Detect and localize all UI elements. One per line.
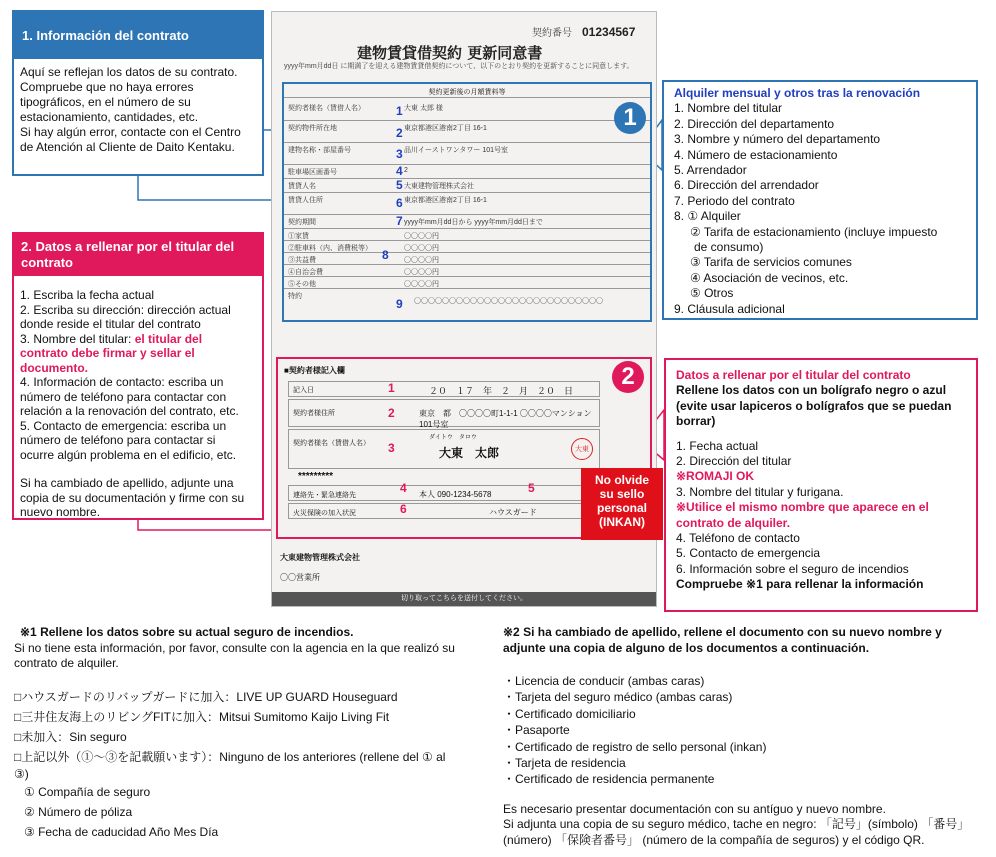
term-value: 〇〇〇〇円 [404,281,439,288]
notes-text: Si no tiene esta información, por favor, consulte con la agencia en la que realizó su [14,640,455,655]
section-heading: 契約更新後の月額賃料等 [284,84,650,98]
address-value: 東京 都 〇〇〇〇町1-1-1 〇〇〇〇マンション101号室 [419,409,592,429]
notes-title: ※1 Rellene los datos sobre su actual seguro de incendios. [20,625,354,639]
date-label: 記入日 [293,387,314,394]
contract-info-title: 1. Información del contrato [14,12,262,59]
marker-5: 5 [528,481,535,495]
furigana-value: ダイトウ タロウ [429,435,477,441]
document-item: ・Tarjeta de residencia [503,756,626,771]
insurance-subfield: ③ Fecha de caducidad Año Mes Día [24,825,219,839]
section-2-circle: 2 [612,361,644,393]
list-item: 6. Dirección del arrendador [674,178,819,193]
check-note: Compruebe ※1 para rellenar la información [676,577,924,592]
list-item: 7. Periodo del contrato [674,193,795,208]
tenant-fill-text [14,276,262,520]
marker-2: 2 [388,406,395,420]
badge-line: personal [596,501,647,515]
term-value: 〇〇〇〇円 [404,269,439,276]
term-row [284,214,650,229]
text-line: 2. Escriba su dirección: dirección actual [20,302,231,317]
term-row [284,120,650,143]
text-line: 4. Información de contacto: escriba un [20,375,224,389]
office-name: 〇〇営業所 [280,573,320,582]
marker-2: 2 [396,126,403,140]
list-item: 3. Nombre del titular y furigana. [676,484,844,499]
seal-stamp: 大東 [571,438,593,460]
notes-text: (número) 「保険者番号」 (número de la compañía de seguros) y el código QR. [503,832,925,847]
tenant-instructions-box [664,358,978,612]
inkan-reminder-badge [581,468,663,540]
contact-label: 連絡先・緊急連絡先 [293,492,356,499]
contract-info-box [12,10,264,176]
badge-line: su sello [599,487,645,501]
text-line: Si ha cambiado de apellido, adjunte una [20,476,234,490]
badge-line: No olvide [594,473,649,487]
contract-number [532,24,635,39]
document-item: ・Certificado de residencia permanente [503,772,715,787]
name-value: 大東 太郎 [439,446,500,460]
term-label: 賃貸人名 [288,183,316,190]
contract-number-label: 契約番号 [532,28,572,39]
term-value: 大東建物管理株式会社 [404,183,474,190]
document-item: ・Certificado domiciliario [503,706,636,721]
marker-7: 7 [396,214,403,228]
address-field [288,399,600,427]
text-line: donde reside el titular del contrato [20,317,201,331]
name-label: 契約者様名（賃借人名） [293,440,370,447]
term-value: 東京都港区港南2丁目 16-1 [404,125,487,132]
document-item: ・Certificado de registro de sello personal (inkan) [503,739,767,754]
red-text: documento. [20,360,88,375]
term-value: 2 [404,167,408,174]
marker-3: 3 [396,147,403,161]
name-change-notes [503,625,983,848]
term-value: 〇〇〇〇円 [404,245,439,252]
name-field [288,429,600,469]
contact-value: 本人 090-1234-5678 [419,490,492,499]
list-item: 8. ① Alquiler [674,209,741,224]
section-heading: ■契約者様記入欄 [284,366,345,375]
document-title: 建物賃貸借契約 更新同意書 [357,44,543,62]
list-item: ③ Tarifa de servicios comunes [690,255,852,270]
title-line: contrato [21,255,73,270]
document-item: ・Pasaporte [503,723,570,738]
company-name: 大東建物管理株式会社 [280,553,360,562]
document-item: ・Tarjeta del seguro médico (ambas caras) [503,690,733,705]
insurance-value: ハウスガード [489,508,537,517]
tenant-fill-title [14,234,262,276]
badge-line: (INKAN) [599,515,645,529]
document-subtitle: yyyy年mm月dd日 に期満了を迎える建物賃貸借契約について、以下のとおり契約を更新することに同意します。 [284,63,634,70]
red-note: ※Utilice el mismo nombre que aparece en el [676,500,929,515]
term-row [284,288,650,318]
list-item: de consumo) [694,240,764,255]
text-line: tipográficos, en el número de su [20,95,191,109]
list-item: 5. Arrendador [674,163,747,178]
term-label: 契約者様名（賃借人名） [288,105,365,112]
term-row [284,192,650,215]
romaji-note: ※ROMAJI OK [676,469,755,484]
marker-9: 9 [396,297,403,311]
marker-4: 4 [396,164,403,178]
document-footer: 切り取ってこちらを送付してください。 [272,592,656,606]
term-label: ③共益費 [288,257,316,264]
instruction-line: Rellene los datos con un bolígrafo negro o azul [676,383,947,398]
monthly-rent-title: Alquiler mensual y otros tras la renovación [674,86,921,100]
list-item: 9. Cláusula adicional [674,301,785,316]
text-line: Si hay algún error, contacte con el Centro [20,125,241,139]
term-value: 〇〇〇〇円 [404,257,439,264]
marker-5: 5 [396,178,403,192]
list-item: 2. Dirección del departamento [674,116,835,131]
text-line: de Atención al Cliente de Daito Kentaku. [20,140,235,154]
notes-text: contrato de alquiler. [14,656,119,670]
term-value: 品川イーストワンタワー 101号室 [404,147,508,154]
term-value: 〇〇〇〇〇〇〇〇〇〇〇〇〇〇〇〇〇〇〇〇〇〇〇〇〇〇〇 [414,298,603,305]
text-span: 3. Nombre del titular: [20,331,135,346]
term-row [284,142,650,165]
date-field [288,381,600,397]
contract-info-text [14,59,262,155]
text-line: estacionamiento, cantidades, etc. [20,110,199,124]
list-item: 6. Información sobre el seguro de incendios [676,561,909,576]
term-label: ⑤その他 [288,281,316,288]
list-item: 5. Contacto de emergencia [676,546,821,561]
term-value: 〇〇〇〇円 [404,233,439,240]
list-item: ④ Asociación de vecinos, etc. [690,270,849,285]
title-line: 2. Datos a rellenar por el titular del [21,239,235,254]
contact-field [288,485,600,501]
term-row [284,164,650,179]
text-line [20,332,256,347]
tenant-instructions-title: Datos a rellenar por el titular del contrato [676,368,911,382]
text-line: nuevo nombre. [20,505,101,519]
text-line: ocurre algún problema en el edificio, etc. [20,447,237,462]
text-line: número de teléfono para contactar si [20,433,216,447]
insurance-field [288,503,600,519]
contract-number-value: 01234567 [582,25,636,39]
term-label: 駐車場区画番号 [288,169,337,176]
list-item: ② Tarifa de estacionamiento (incluye impuesto [690,224,938,239]
term-row [284,100,650,121]
text-line: copia de su documentación y firme con su [20,490,245,505]
insurance-option: □上記以外（①～③を記載願います）：Ninguno de los anteriores (rellene del ① al [14,749,446,764]
red-text: contrato debe firmar y sellar el [20,346,195,360]
insurance-option: □未加入：Sin seguro [14,729,127,744]
tenant-fill-box [12,232,264,520]
red-text: el titular del [134,331,203,346]
term-label: 契約期間 [288,219,316,226]
insurance-subfield: ② Número de póliza [24,805,133,819]
notes-text: Es necesario presentar documentación con su antíguo y nuevo nombre. [503,801,886,816]
list-item: 1. Fecha actual [676,438,759,453]
marker-8: 8 [382,248,389,262]
notes-text: Si adjunta una copia de su seguro médico, tache en negro: 「記号」(símbolo) 「番号」 [503,817,970,832]
notes-title: ※2 Si ha cambiado de apellido, rellene el documento con su nuevo nombre y [503,625,942,639]
contract-terms-section [282,82,652,322]
marker-6: 6 [400,502,407,516]
list-item: 4. Teléfono de contacto [676,531,800,546]
term-label: ①家賃 [288,233,309,240]
term-label: 契約物件所在地 [288,125,337,132]
term-value: yyyy年mm月dd日から yyyy年mm月dd日まで [404,219,543,226]
term-row [284,178,650,193]
insurance-subfield: ① Compañía de seguro [24,785,151,799]
notes-title: adjunte una copia de alguno de los documentos a continuación. [503,640,870,655]
date-value: ２０ １７ 年 ２ 月 ２０ 日 [429,386,574,396]
term-value: 東京都港区港南2丁目 16-1 [404,197,487,204]
insurance-option: ③) [14,766,29,781]
marker-4: 4 [400,481,407,495]
section-1-circle: 1 [614,102,646,134]
marker-1: 1 [388,381,395,395]
text-line: relación a la renovación del contrato, etc. [20,404,239,418]
text-line: 5. Contacto de emergencia: escriba un [20,418,227,433]
insurance-label: 火災保険の加入状況 [293,510,356,517]
document-item: ・Licencia de conducir (ambas caras) [503,674,705,688]
term-label: ②駐車料（内、消費税等） [288,245,372,252]
text-line: 1. Escriba la fecha actual [20,288,155,302]
fire-insurance-notes [14,625,484,842]
marker-6: 6 [396,196,403,210]
masked-text: ********* [298,471,334,482]
list-item: ⑤ Otros [690,286,734,301]
address-label: 契約者様住所 [293,410,335,417]
instruction-line: borrar) [676,414,716,429]
text-line: Aquí se reflejan los datos de su contrato. [20,65,238,79]
term-value: 大東 太郎 様 [404,105,443,112]
list-item: 2. Dirección del titular [676,454,792,469]
red-note: contrato de alquiler. [676,515,791,530]
text-line: número de teléfono para contactar con [20,389,227,404]
insurance-option: □ハウスガードのリバップガードに加入：LIVE UP GUARD Houseguard [14,689,398,704]
list-item: 1. Nombre del titular [674,101,783,116]
list-item: 3. Nombre y número del departamento [674,132,881,147]
insurance-option: □三井住友海上のリビングFITに加入：Mitsui Sumitomo Kaijo Living Fit [14,709,390,724]
term-label: 賃貸人住所 [288,197,323,204]
instruction-line: (evite usar lapiceros o bolígrafos que se puedan [676,398,952,413]
monthly-rent-box [662,80,978,320]
term-label: 特約 [288,293,302,300]
list-item: 4. Número de estacionamiento [674,147,838,162]
term-label: ④自治会費 [288,269,323,276]
term-label: 建物名称・部屋番号 [288,147,351,154]
text-line: Compruebe que no haya errores [20,80,194,94]
marker-3: 3 [388,441,395,455]
marker-1: 1 [396,104,403,118]
